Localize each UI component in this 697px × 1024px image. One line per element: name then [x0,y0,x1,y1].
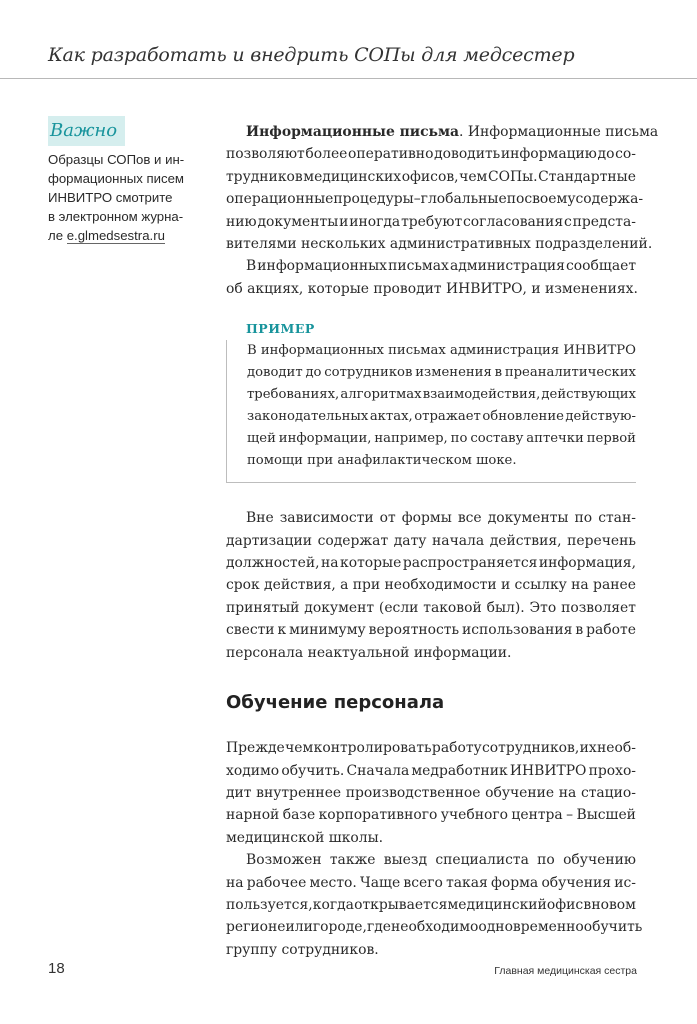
word: офисов, [401,168,459,185]
text-line [226,552,636,574]
word: ходимо [226,762,280,779]
word: обучение [485,784,555,801]
word: регионе [226,919,286,936]
important-sidebar [48,116,185,245]
word: действую- [565,409,636,425]
word: по [506,191,525,208]
word: такая [446,874,488,891]
word: форма [491,874,539,891]
word: дит [226,784,252,801]
word: актах, [369,409,413,425]
word: производственное [345,784,481,801]
word: сотрудников, [482,740,580,757]
word: на [226,874,244,891]
text-line [226,760,636,782]
text-line [226,121,659,143]
word: Вне [246,510,274,527]
word: более [305,146,348,163]
sidebar-line-prefix: ле [48,228,67,243]
text-line [226,188,644,210]
word: вероятность [368,622,460,639]
text-line: группу сотрудников. [226,941,379,958]
sidebar-line: формационных писем [48,171,184,186]
important-label: Важно [48,116,125,146]
word: обучить. [281,762,345,779]
text-line: помощи при анафилактическом шоке. [247,453,517,469]
word: офис [546,896,584,913]
word: все [457,510,482,527]
word: нарной [226,807,280,824]
word: или [285,919,313,936]
paragraph-training [226,737,636,849]
journal-name: Главная медицинская сестра [494,965,637,977]
word: информационных [257,258,387,275]
word: документ [304,599,375,616]
word: содержат [317,532,389,549]
word: а [340,577,349,594]
word: контролировать [313,740,432,757]
word: щей [247,431,276,447]
term-info-letters: Информационные письма [246,124,460,140]
paragraph-onsite-training [226,849,643,961]
word: оперативно [348,146,434,163]
word: процедуры [333,191,414,208]
text-line [226,782,636,804]
word: по [537,852,555,869]
sidebar-line: Образцы СОПов и ин- [48,152,185,167]
word: Прежде [226,740,285,757]
text-line [226,166,636,188]
word: медицинских [303,168,402,185]
word: от [379,510,396,527]
word: с [563,213,572,230]
word: где [366,919,391,936]
text-line: персонала неактуальной информации. [226,644,512,661]
header-divider [0,78,697,79]
text-line [226,211,636,233]
word: городе, [312,919,367,936]
main-article-column [226,121,659,961]
word: стацио- [580,784,636,801]
text-line: вителями нескольких административных подразделений. [226,236,653,253]
word: нию [226,213,257,230]
word: действия, [264,577,336,594]
word: Возможен [246,852,322,869]
word: аптечки [526,431,584,447]
word: глобальные [420,191,507,208]
word: когда [312,896,354,913]
running-header-title: Как разработать и внедрить СОПы для медсестер [48,44,575,66]
word: сотрудников [324,365,413,381]
word: алгоритмах [340,387,422,403]
word: отражает [414,409,481,425]
word: пользуется, [226,896,313,913]
paragraph-info-letters [226,121,659,255]
sidebar-line: в электронном журна- [48,209,184,224]
sidebar-note [48,150,185,245]
word: – [413,191,421,208]
word: медработник [411,762,508,779]
section-heading: Обучение персонала [226,692,445,714]
word: использования [462,622,573,639]
word: центра [511,807,563,824]
word: в [494,365,503,381]
word: доводить [434,146,501,163]
word: работу [431,740,482,757]
word: чем [459,168,488,185]
word: медицинский [447,896,547,913]
word: формы [401,510,452,527]
text-line [226,916,643,938]
word: в [575,622,584,639]
word: ис- [614,874,636,891]
text-line [247,428,636,450]
word: место. [309,874,357,891]
text-line [226,872,636,894]
word: минимуму [289,622,366,639]
word: операционные [226,191,334,208]
word: которые [340,555,402,572]
word: прохо- [588,762,636,779]
word: Стандартные [538,168,636,185]
word: – [566,807,574,824]
word: обновление [482,409,564,425]
word: информации, [278,431,372,447]
word: составу [470,431,524,447]
word: дартизации [226,532,312,549]
word: информационных [260,343,384,359]
word: СОПы. [487,168,538,185]
word: документы [487,510,569,527]
word: например, [374,431,448,447]
word: трудников [226,168,303,185]
word: письмах [388,258,449,275]
word: необ- [597,740,636,757]
word: зависимости [279,510,374,527]
word: своему [524,191,576,208]
word: открывается [354,896,448,913]
word: на [558,784,577,801]
page-number: 18 [48,960,65,977]
word: к [277,622,287,639]
text-line [226,574,636,596]
word: Это [529,599,557,616]
word: со- [615,146,636,163]
word: по [574,510,593,527]
word: всего [403,874,443,891]
text-line [247,384,636,406]
word: информацию [500,146,597,163]
word: ссылку [514,577,567,594]
word: изменения [415,365,492,381]
word: информация, [538,555,636,572]
word: до [305,365,322,381]
text-line [226,143,636,165]
word: на [571,577,589,594]
text-line [247,340,636,362]
word: позволяют [226,146,305,163]
word: ранее [593,577,636,594]
word: необходимости [384,577,497,594]
word: учебного [440,807,508,824]
word: иногда [349,213,401,230]
example-text [247,340,636,472]
word: В [247,343,257,359]
word: по [450,431,468,447]
word: предста- [572,213,636,230]
word: ИНВИТРО [563,343,636,359]
paragraph-administration [226,255,636,300]
text-line [226,804,636,826]
word: одновременно [478,919,584,936]
text-line [226,619,636,641]
word: также [329,852,376,869]
word: срок [226,577,260,594]
word: перечень [567,532,636,549]
text-fragment: . Информационные письма [459,124,659,140]
word: работе [586,622,636,639]
word: рабочее [246,874,307,891]
word: законодательных [247,409,369,425]
word: Чаще [360,874,401,891]
word: обучения [541,874,612,891]
word: распространяется [402,555,538,572]
word: сообщает [566,258,636,275]
word: администрация [449,258,565,275]
text-line [247,406,636,428]
word: доводит [247,365,303,381]
word: новом [591,896,636,913]
word: преаналитических [504,365,636,381]
word: действующих [541,387,636,403]
journal-site-link[interactable]: e.glmedsestra.ru [66,228,165,243]
word: таковой [423,599,482,616]
example-block [226,319,636,483]
paragraph-document-forms [226,507,636,664]
text-line [226,849,636,871]
word: требованиях, [247,387,340,403]
text-line [226,255,636,277]
text-line [226,530,636,552]
word: принятый [226,599,300,616]
word: должностей, [226,555,320,572]
word: до [597,146,615,163]
word: и [500,577,511,594]
word: необходимо [391,919,479,936]
word: дату [393,532,427,549]
word: действия, [489,532,562,549]
sidebar-line: ИНВИТРО смотрите [48,190,173,205]
word: базе [282,807,316,824]
word: документы [257,213,339,230]
word: внутреннее [256,784,342,801]
word: на [321,555,339,572]
word: Сначала [346,762,410,779]
word: свести [226,622,275,639]
word: обучить [583,919,643,936]
example-box [226,340,636,483]
word: (если [378,599,419,616]
sidebar-line [48,226,176,245]
word: корпоративного [318,807,438,824]
word: согласования [463,213,564,230]
word: администрация [449,343,560,359]
word: чем [285,740,314,757]
word: позволяет [561,599,636,616]
text-line [226,507,636,529]
word: специалиста [435,852,529,869]
word: был). [486,599,525,616]
word: письмах [388,343,446,359]
word: ИНВИТРО [509,762,587,779]
word: взаимодействия, [422,387,541,403]
word: в [583,896,592,913]
text-line [247,362,636,384]
text-line [226,737,636,759]
word: обучению [563,852,636,869]
word: первой [586,431,636,447]
word: требуют [401,213,463,230]
word: при [352,577,381,594]
text-line [226,597,636,619]
text-line: медицинской школы. [226,829,384,846]
word: стан- [598,510,636,527]
example-label: ПРИМЕР [246,321,315,337]
word: Высшей [576,807,636,824]
word: выезд [383,852,428,869]
word: В [246,258,257,275]
word: и [339,213,349,230]
text-line [226,894,636,916]
text-line: об акциях, которые проводит ИНВИТРО, и изменениях. [226,280,638,297]
word: начала [432,532,485,549]
word: их [579,740,597,757]
word: содержа- [575,191,644,208]
